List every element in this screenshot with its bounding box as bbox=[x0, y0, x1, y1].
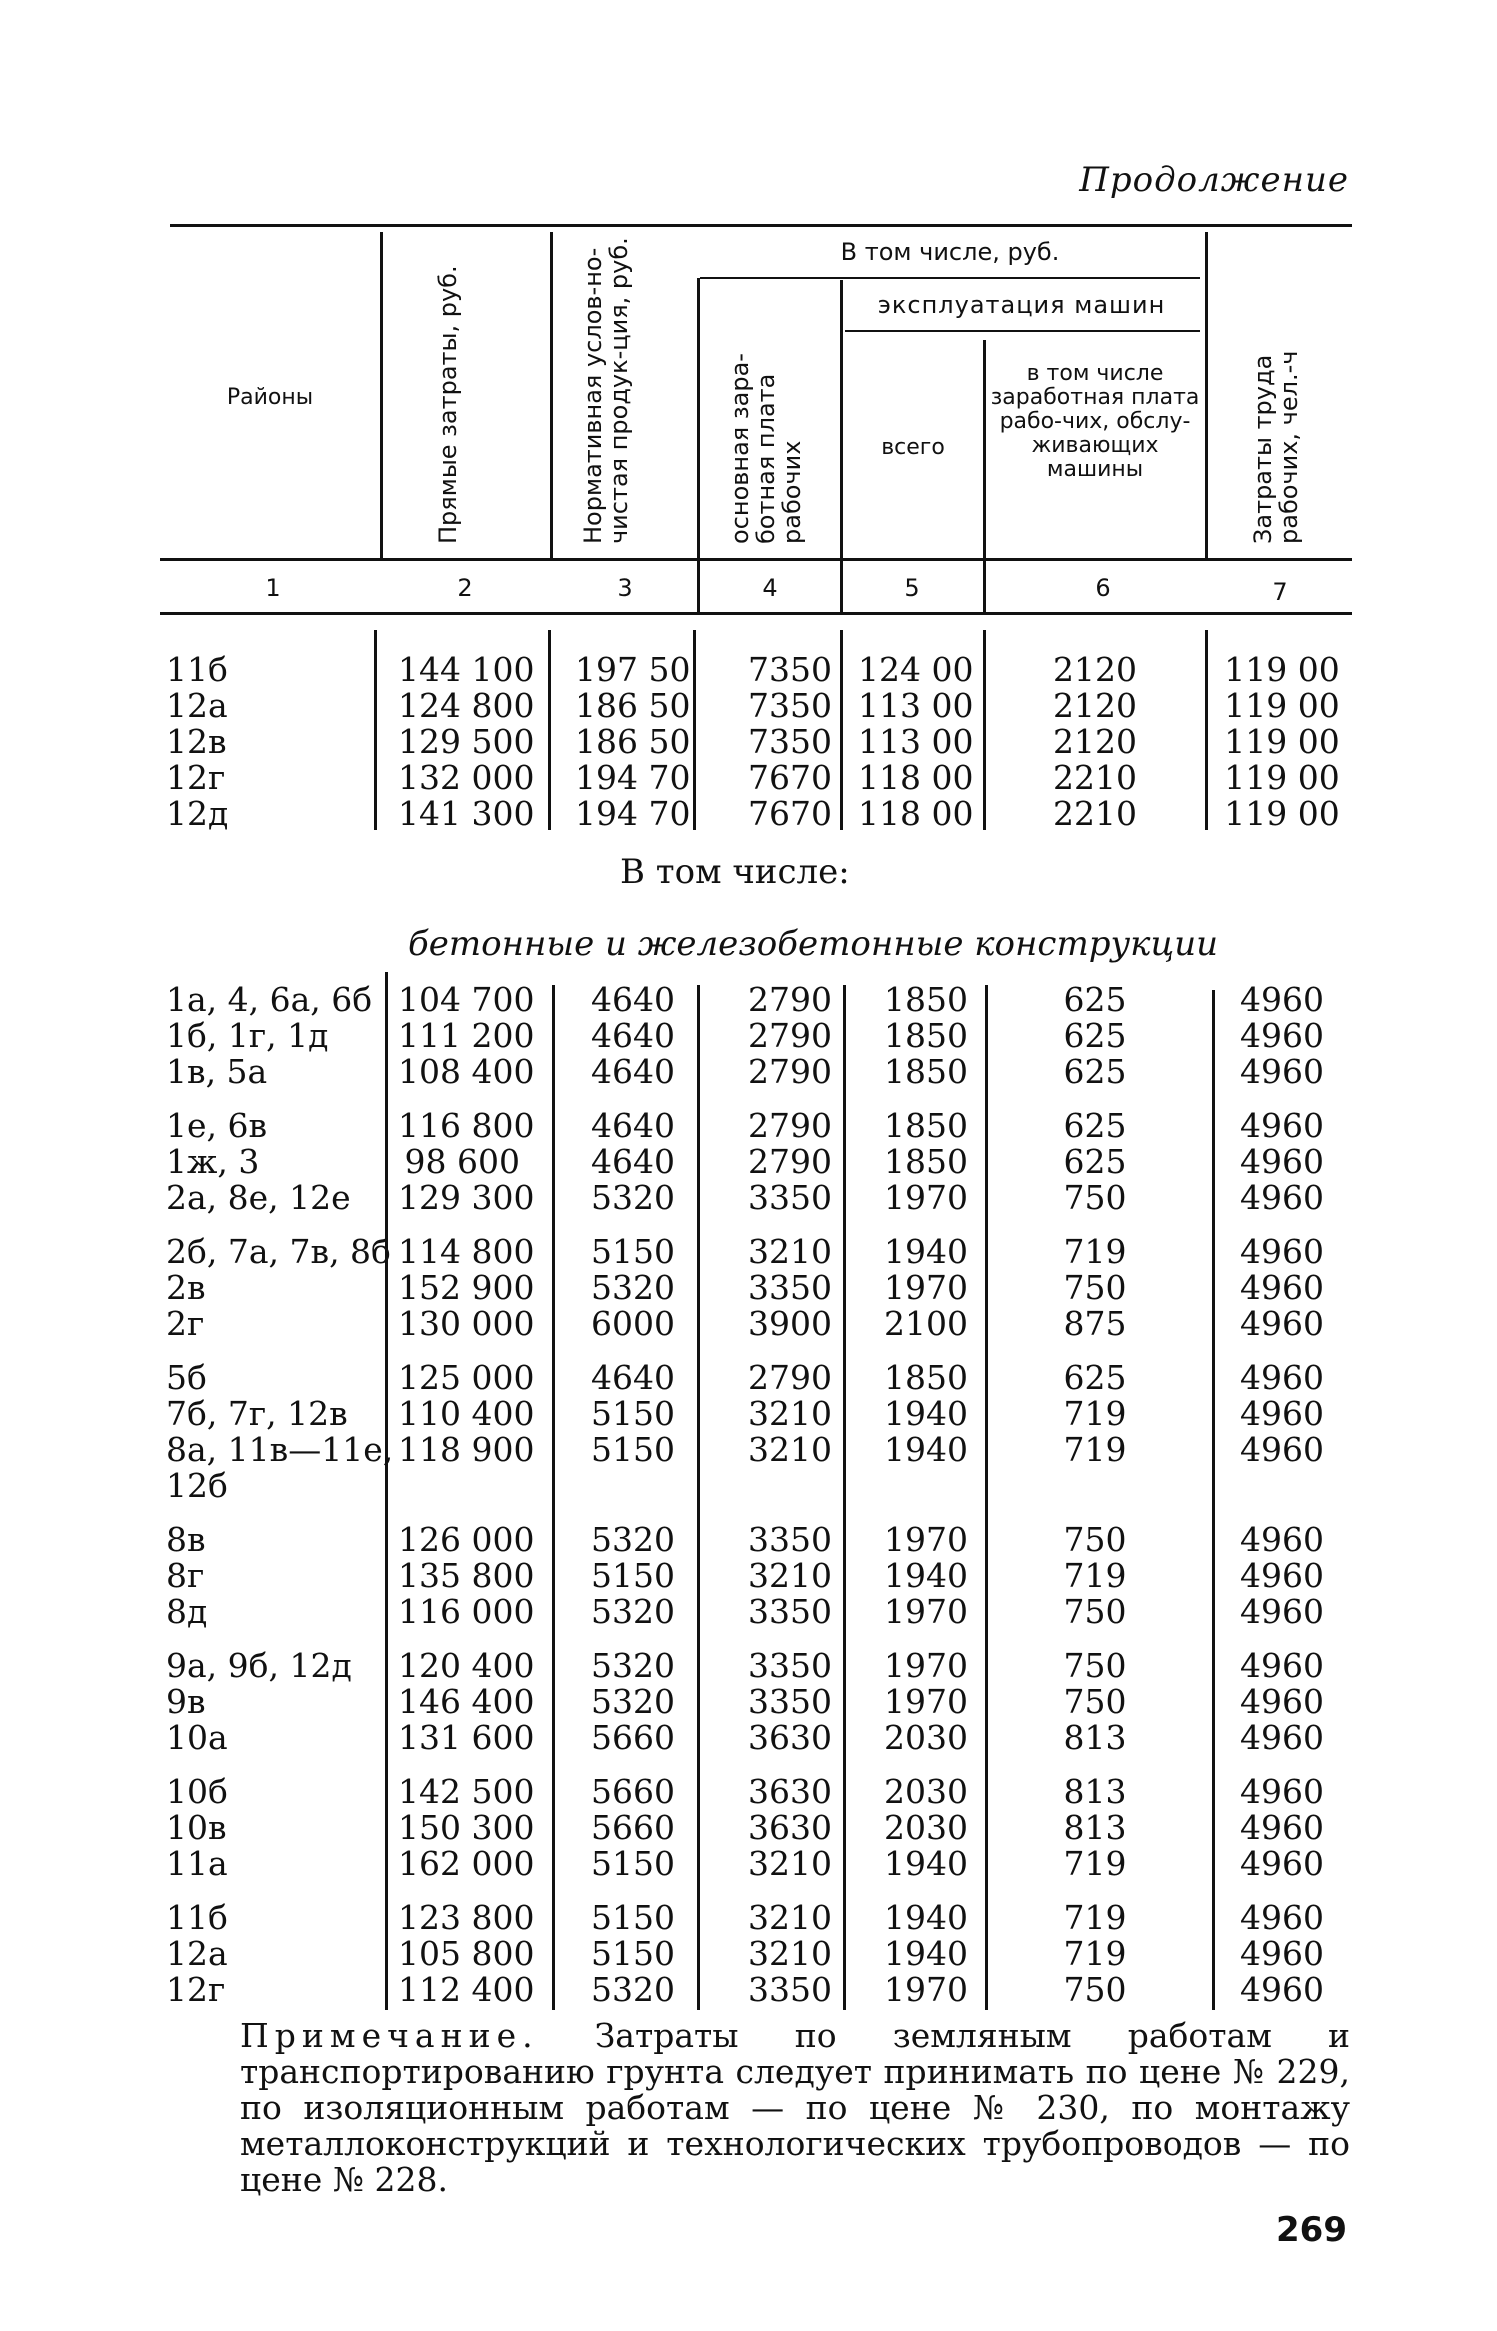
cell-normative: 5320 bbox=[591, 1970, 675, 2009]
cell-machines-total: 1850 bbox=[884, 1106, 968, 1145]
cell-normative: 5150 bbox=[591, 1934, 675, 1973]
cell-labor: 4960 bbox=[1240, 1178, 1324, 1217]
cell-direct-costs: 124 800 bbox=[398, 686, 535, 725]
cell-labor: 4960 bbox=[1240, 980, 1324, 1019]
footnote bbox=[240, 2018, 1350, 2198]
cell-direct-costs: 150 300 bbox=[398, 1808, 535, 1847]
header-machines-total: всего bbox=[881, 435, 945, 460]
table-row bbox=[0, 760, 1497, 796]
table-row bbox=[0, 982, 1497, 1018]
cell-labor: 4960 bbox=[1240, 1772, 1324, 1811]
cell-district: 10в bbox=[166, 1808, 227, 1847]
cell-direct-costs: 142 500 bbox=[398, 1772, 535, 1811]
cell-district: 12в bbox=[166, 722, 227, 761]
colnum-bottom-rule bbox=[160, 612, 1352, 615]
cell-normative: 194 70 bbox=[575, 758, 691, 797]
cell-base-salary: 7350 bbox=[748, 722, 832, 761]
cell-labor: 4960 bbox=[1240, 1430, 1324, 1469]
cell-labor: 4960 bbox=[1240, 1394, 1324, 1433]
cell-direct-costs: 116 800 bbox=[398, 1106, 535, 1145]
cell-machines-salary: 750 bbox=[1063, 1970, 1127, 2009]
cell-labor: 4960 bbox=[1240, 1934, 1324, 1973]
cell-direct-costs: 120 400 bbox=[398, 1646, 535, 1685]
table-row bbox=[0, 1900, 1497, 1936]
table-row bbox=[0, 1054, 1497, 1090]
colnum-3: 3 bbox=[617, 574, 633, 602]
subheading: В том числе: bbox=[620, 852, 850, 892]
table-row bbox=[0, 1972, 1497, 2008]
cell-normative: 4640 bbox=[591, 1142, 675, 1181]
header-base-salary: основная зара-ботная плата рабочих bbox=[726, 353, 806, 544]
cell-labor: 4960 bbox=[1240, 1232, 1324, 1271]
cell-machines-total: 1970 bbox=[884, 1592, 968, 1631]
cell-machines-salary: 2210 bbox=[1053, 758, 1137, 797]
table-row bbox=[0, 1270, 1497, 1306]
table-row bbox=[0, 1594, 1497, 1630]
cell-base-salary: 3210 bbox=[748, 1556, 832, 1595]
cell-machines-total: 118 00 bbox=[858, 758, 974, 797]
cell-normative: 194 70 bbox=[575, 794, 691, 833]
cell-district: 10а bbox=[166, 1718, 228, 1757]
cell-labor: 4960 bbox=[1240, 1358, 1324, 1397]
colnum-6: 6 bbox=[1095, 574, 1111, 602]
cell-direct-costs: 130 000 bbox=[398, 1304, 535, 1343]
table-row bbox=[0, 1936, 1497, 1972]
cell-machines-total: 113 00 bbox=[858, 686, 974, 725]
cell-base-salary: 7670 bbox=[748, 794, 832, 833]
cell-direct-costs: 141 300 bbox=[398, 794, 535, 833]
cell-base-salary: 3210 bbox=[748, 1430, 832, 1469]
cell-base-salary: 2790 bbox=[748, 1358, 832, 1397]
cell-normative: 5660 bbox=[591, 1772, 675, 1811]
cell-labor: 119 00 bbox=[1224, 686, 1340, 725]
cell-direct-costs: 110 400 bbox=[398, 1394, 535, 1433]
cell-labor: 4960 bbox=[1240, 1106, 1324, 1145]
cell-machines-salary: 2120 bbox=[1053, 722, 1137, 761]
header-bottom-rule bbox=[160, 558, 1352, 561]
cell-labor: 4960 bbox=[1240, 1808, 1324, 1847]
header-divider-1 bbox=[380, 232, 383, 558]
cell-machines-salary: 719 bbox=[1063, 1844, 1127, 1883]
cell-machines-salary: 750 bbox=[1063, 1646, 1127, 1685]
cell-direct-costs: 144 100 bbox=[398, 650, 535, 689]
cell-direct-costs: 162 000 bbox=[398, 1844, 535, 1883]
table-row bbox=[0, 1522, 1497, 1558]
cell-machines-total: 2030 bbox=[884, 1718, 968, 1757]
header-divider-6 bbox=[1205, 232, 1208, 558]
table-row bbox=[0, 1180, 1497, 1216]
header-divider-3 bbox=[697, 278, 700, 612]
cell-base-salary: 3630 bbox=[748, 1718, 832, 1757]
cell-base-salary: 3900 bbox=[748, 1304, 832, 1343]
table-row bbox=[0, 1468, 1497, 1504]
cell-normative: 5320 bbox=[591, 1646, 675, 1685]
table-row bbox=[0, 1846, 1497, 1882]
cell-machines-salary: 719 bbox=[1063, 1430, 1127, 1469]
cell-labor: 119 00 bbox=[1224, 758, 1340, 797]
cell-normative: 4640 bbox=[591, 1358, 675, 1397]
cell-base-salary: 3210 bbox=[748, 1844, 832, 1883]
cell-base-salary: 3210 bbox=[748, 1394, 832, 1433]
cell-district: 12д bbox=[166, 794, 229, 833]
cell-normative: 5320 bbox=[591, 1520, 675, 1559]
cell-labor: 4960 bbox=[1240, 1646, 1324, 1685]
cell-machines-total: 1940 bbox=[884, 1934, 968, 1973]
cell-direct-costs: 125 000 bbox=[398, 1358, 535, 1397]
cell-machines-salary: 750 bbox=[1063, 1592, 1127, 1631]
cell-normative: 5150 bbox=[591, 1556, 675, 1595]
cell-direct-costs: 112 400 bbox=[398, 1970, 535, 2009]
cell-direct-costs: 118 900 bbox=[398, 1430, 535, 1469]
cell-base-salary: 3630 bbox=[748, 1772, 832, 1811]
table-row bbox=[0, 1558, 1497, 1594]
cell-normative: 5150 bbox=[591, 1898, 675, 1937]
cell-district: 12г bbox=[166, 758, 226, 797]
table-row bbox=[0, 1018, 1497, 1054]
cell-base-salary: 2790 bbox=[748, 1106, 832, 1145]
table-row bbox=[0, 1396, 1497, 1432]
colnum-7: 7 bbox=[1272, 578, 1288, 606]
cell-machines-total: 1970 bbox=[884, 1178, 968, 1217]
cell-machines-total: 2100 bbox=[884, 1304, 968, 1343]
cell-machines-salary: 875 bbox=[1063, 1304, 1127, 1343]
cell-machines-total: 1940 bbox=[884, 1898, 968, 1937]
table-row bbox=[0, 1648, 1497, 1684]
colnum-5: 5 bbox=[904, 574, 920, 602]
cell-machines-salary: 750 bbox=[1063, 1682, 1127, 1721]
cell-district: 8в bbox=[166, 1520, 206, 1559]
header-divider-2 bbox=[550, 232, 553, 558]
cell-machines-salary: 625 bbox=[1063, 980, 1127, 1019]
table-row bbox=[0, 688, 1497, 724]
cell-district: 7б, 7г, 12в bbox=[166, 1394, 348, 1433]
cell-base-salary: 2790 bbox=[748, 1016, 832, 1055]
cell-base-salary: 3350 bbox=[748, 1520, 832, 1559]
cell-machines-total: 124 00 bbox=[858, 650, 974, 689]
section-title: бетонные и железобетонные конструкции bbox=[408, 924, 1219, 964]
cell-machines-salary: 750 bbox=[1063, 1268, 1127, 1307]
cell-machines-salary: 2120 bbox=[1053, 686, 1137, 725]
cell-direct-costs: 116 000 bbox=[398, 1592, 535, 1631]
cell-machines-total: 2030 bbox=[884, 1808, 968, 1847]
cell-machines-total: 2030 bbox=[884, 1772, 968, 1811]
cell-district: 1е, 6в bbox=[166, 1106, 268, 1145]
cell-machines-salary: 813 bbox=[1063, 1808, 1127, 1847]
cell-direct-costs: 111 200 bbox=[398, 1016, 535, 1055]
cell-normative: 5320 bbox=[591, 1178, 675, 1217]
cell-machines-salary: 2120 bbox=[1053, 650, 1137, 689]
cell-direct-costs: 114 800 bbox=[398, 1232, 535, 1271]
cell-base-salary: 7350 bbox=[748, 650, 832, 689]
cell-labor: 4960 bbox=[1240, 1898, 1324, 1937]
cell-labor: 4960 bbox=[1240, 1718, 1324, 1757]
cell-normative: 5320 bbox=[591, 1268, 675, 1307]
machines-rule bbox=[845, 330, 1200, 332]
header-divider-5 bbox=[983, 340, 986, 612]
cell-machines-salary: 625 bbox=[1063, 1106, 1127, 1145]
header-districts: Районы bbox=[226, 385, 314, 410]
cell-normative: 5660 bbox=[591, 1718, 675, 1757]
cell-normative: 4640 bbox=[591, 1106, 675, 1145]
cell-labor: 4960 bbox=[1240, 1556, 1324, 1595]
page-number: 269 bbox=[1276, 2210, 1347, 2250]
cell-machines-salary: 2210 bbox=[1053, 794, 1137, 833]
colnum-4: 4 bbox=[762, 574, 778, 602]
cell-labor: 4960 bbox=[1240, 1016, 1324, 1055]
cell-labor: 4960 bbox=[1240, 1844, 1324, 1883]
cell-machines-total: 1850 bbox=[884, 1016, 968, 1055]
cell-direct-costs: 152 900 bbox=[398, 1268, 535, 1307]
cell-direct-costs: 135 800 bbox=[398, 1556, 535, 1595]
cell-normative: 197 50 bbox=[575, 650, 691, 689]
table-row bbox=[0, 1234, 1497, 1270]
cell-machines-salary: 750 bbox=[1063, 1520, 1127, 1559]
cell-normative: 5150 bbox=[591, 1844, 675, 1883]
continuation-label: Продолжение bbox=[1079, 160, 1349, 200]
cell-base-salary: 3350 bbox=[748, 1970, 832, 2009]
cell-machines-salary: 625 bbox=[1063, 1052, 1127, 1091]
cell-machines-salary: 625 bbox=[1063, 1016, 1127, 1055]
cell-machines-total: 1970 bbox=[884, 1970, 968, 2009]
table-row bbox=[0, 796, 1497, 832]
cell-base-salary: 7670 bbox=[748, 758, 832, 797]
cell-machines-total: 118 00 bbox=[858, 794, 974, 833]
header-group-top: В том числе, руб. bbox=[840, 238, 1060, 266]
cell-labor: 119 00 bbox=[1224, 722, 1340, 761]
cell-district: 9а, 9б, 12д bbox=[166, 1646, 352, 1685]
cell-normative: 5320 bbox=[591, 1592, 675, 1631]
cell-district: 8а, 11в—11е, bbox=[166, 1430, 394, 1469]
cell-base-salary: 3210 bbox=[748, 1232, 832, 1271]
cell-district: 2а, 8е, 12е bbox=[166, 1178, 351, 1217]
cell-district: 11б bbox=[166, 650, 228, 689]
cell-direct-costs: 129 500 bbox=[398, 722, 535, 761]
footnote-label: Примечание. bbox=[240, 2016, 539, 2055]
table-row bbox=[0, 1108, 1497, 1144]
cell-base-salary: 3210 bbox=[748, 1934, 832, 1973]
cell-machines-salary: 625 bbox=[1063, 1358, 1127, 1397]
cell-machines-total: 1970 bbox=[884, 1682, 968, 1721]
cell-base-salary: 3350 bbox=[748, 1592, 832, 1631]
cell-district: 11б bbox=[166, 1898, 228, 1937]
cell-machines-total: 1850 bbox=[884, 1358, 968, 1397]
cell-machines-total: 1970 bbox=[884, 1520, 968, 1559]
cell-machines-salary: 750 bbox=[1063, 1178, 1127, 1217]
cell-direct-costs: 146 400 bbox=[398, 1682, 535, 1721]
cell-direct-costs: 104 700 bbox=[398, 980, 535, 1019]
footnote-text: Затраты по земляным работам и транспортированию грунта следует принимать по цене № 229, по изоляционным работам — по цене № 230, по монтажу металлоконструкций и технологических трубопроводов — по цене № 228. bbox=[240, 2016, 1350, 2199]
table-row bbox=[0, 1306, 1497, 1342]
cell-district: 1а, 4, 6а, 6б bbox=[166, 980, 373, 1019]
group-rule bbox=[700, 277, 1200, 279]
cell-normative: 5150 bbox=[591, 1232, 675, 1271]
cell-machines-total: 1940 bbox=[884, 1556, 968, 1595]
table-row bbox=[0, 1360, 1497, 1396]
cell-normative: 186 50 bbox=[575, 686, 691, 725]
cell-base-salary: 2790 bbox=[748, 980, 832, 1019]
cell-machines-total: 1970 bbox=[884, 1268, 968, 1307]
cell-district: 5б bbox=[166, 1358, 207, 1397]
cell-machines-salary: 719 bbox=[1063, 1934, 1127, 1973]
table-top-rule bbox=[170, 224, 1352, 227]
cell-machines-total: 1970 bbox=[884, 1646, 968, 1685]
header-direct-costs: Прямые затраты, руб. bbox=[434, 265, 462, 544]
cell-labor: 4960 bbox=[1240, 1142, 1324, 1181]
cell-labor: 4960 bbox=[1240, 1682, 1324, 1721]
header-machines-salary: в том числе заработная плата рабо-чих, обслу-живающих машины bbox=[990, 361, 1200, 482]
cell-normative: 4640 bbox=[591, 980, 675, 1019]
cell-district: 10б bbox=[166, 1772, 228, 1811]
cell-district: 1в, 5а bbox=[166, 1052, 268, 1091]
cell-labor: 119 00 bbox=[1224, 650, 1340, 689]
cell-base-salary: 3350 bbox=[748, 1682, 832, 1721]
cell-normative: 6000 bbox=[591, 1304, 675, 1343]
cell-labor: 4960 bbox=[1240, 1304, 1324, 1343]
table-row bbox=[0, 652, 1497, 688]
cell-normative: 5660 bbox=[591, 1808, 675, 1847]
cell-machines-total: 1940 bbox=[884, 1394, 968, 1433]
cell-machines-salary: 719 bbox=[1063, 1394, 1127, 1433]
cell-machines-salary: 625 bbox=[1063, 1142, 1127, 1181]
cell-machines-total: 1940 bbox=[884, 1232, 968, 1271]
cell-district: 12а bbox=[166, 1934, 228, 1973]
cell-direct-costs: 129 300 bbox=[398, 1178, 535, 1217]
cell-district: 8г bbox=[166, 1556, 205, 1595]
table-row bbox=[0, 1774, 1497, 1810]
cell-machines-total: 1940 bbox=[884, 1430, 968, 1469]
colnum-1: 1 bbox=[265, 574, 281, 602]
table-row bbox=[0, 1144, 1497, 1180]
cell-base-salary: 2790 bbox=[748, 1052, 832, 1091]
cell-machines-salary: 813 bbox=[1063, 1772, 1127, 1811]
cell-machines-total: 113 00 bbox=[858, 722, 974, 761]
cell-normative: 5150 bbox=[591, 1394, 675, 1433]
cell-district: 12а bbox=[166, 686, 228, 725]
cell-base-salary: 3350 bbox=[748, 1178, 832, 1217]
cell-machines-total: 1850 bbox=[884, 980, 968, 1019]
cell-district: 9в bbox=[166, 1682, 206, 1721]
cell-labor: 4960 bbox=[1240, 1592, 1324, 1631]
cell-direct-costs: 98 600 bbox=[404, 1142, 520, 1181]
cell-direct-costs: 132 000 bbox=[398, 758, 535, 797]
cell-normative: 4640 bbox=[591, 1016, 675, 1055]
cell-machines-total: 1940 bbox=[884, 1844, 968, 1883]
cell-base-salary: 3630 bbox=[748, 1808, 832, 1847]
cell-normative: 5150 bbox=[591, 1430, 675, 1469]
cell-direct-costs: 126 000 bbox=[398, 1520, 535, 1559]
cell-base-salary: 7350 bbox=[748, 686, 832, 725]
cell-machines-total: 1850 bbox=[884, 1142, 968, 1181]
cell-district: 1б, 1г, 1д bbox=[166, 1016, 329, 1055]
header-normative: Нормативная услов-но-чистая продук-ция, руб. bbox=[579, 237, 633, 544]
cell-district: 12г bbox=[166, 1970, 226, 2009]
cell-labor: 4960 bbox=[1240, 1268, 1324, 1307]
cell-base-salary: 3350 bbox=[748, 1268, 832, 1307]
cell-machines-salary: 719 bbox=[1063, 1556, 1127, 1595]
cell-labor: 4960 bbox=[1240, 1520, 1324, 1559]
cell-district: 2в bbox=[166, 1268, 206, 1307]
cell-direct-costs: 105 800 bbox=[398, 1934, 535, 1973]
cell-base-salary: 3210 bbox=[748, 1898, 832, 1937]
cell-normative: 5320 bbox=[591, 1682, 675, 1721]
cell-direct-costs: 131 600 bbox=[398, 1718, 535, 1757]
cell-district: 12б bbox=[166, 1466, 228, 1505]
cell-machines-total: 1850 bbox=[884, 1052, 968, 1091]
cell-direct-costs: 123 800 bbox=[398, 1898, 535, 1937]
cell-labor: 4960 bbox=[1240, 1970, 1324, 2009]
cell-base-salary: 3350 bbox=[748, 1646, 832, 1685]
table-row bbox=[0, 1720, 1497, 1756]
header-machines-group: эксплуатация машин bbox=[877, 291, 1166, 319]
header-labor: Затраты труда рабочих, чел.-ч bbox=[1249, 350, 1303, 544]
table-row bbox=[0, 1432, 1497, 1468]
colnum-2: 2 bbox=[457, 574, 473, 602]
cell-district: 8д bbox=[166, 1592, 208, 1631]
cell-labor: 119 00 bbox=[1224, 794, 1340, 833]
cell-base-salary: 2790 bbox=[748, 1142, 832, 1181]
cell-direct-costs: 108 400 bbox=[398, 1052, 535, 1091]
cell-machines-salary: 719 bbox=[1063, 1232, 1127, 1271]
table-row bbox=[0, 724, 1497, 760]
cell-normative: 4640 bbox=[591, 1052, 675, 1091]
cell-normative: 186 50 bbox=[575, 722, 691, 761]
table-row bbox=[0, 1684, 1497, 1720]
cell-labor: 4960 bbox=[1240, 1052, 1324, 1091]
cell-district: 2б, 7а, 7в, 8б bbox=[166, 1232, 391, 1271]
cell-machines-salary: 719 bbox=[1063, 1898, 1127, 1937]
cell-district: 2г bbox=[166, 1304, 205, 1343]
cell-district: 1ж, 3 bbox=[166, 1142, 260, 1181]
cell-district: 11а bbox=[166, 1844, 228, 1883]
table-row bbox=[0, 1810, 1497, 1846]
cell-machines-salary: 813 bbox=[1063, 1718, 1127, 1757]
